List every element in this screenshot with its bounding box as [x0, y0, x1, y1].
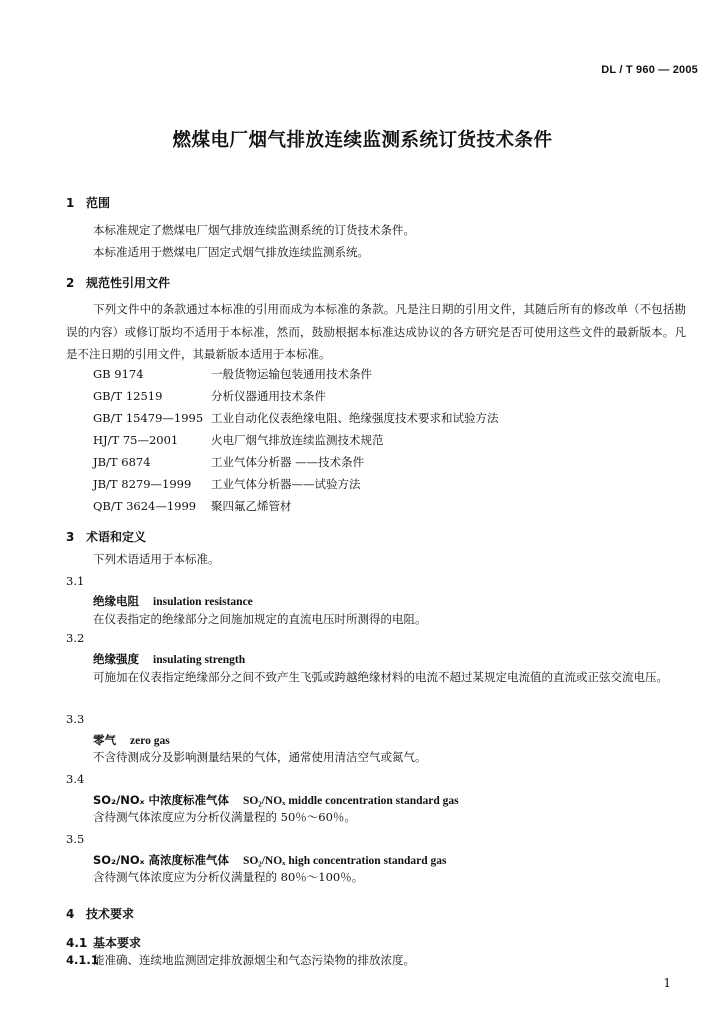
term-number: 3.5	[66, 832, 85, 846]
term-heading: SO₂/NOₓ 高浓度标准气体 SO₂/NOₓ high concentration standard gas	[93, 853, 447, 867]
section-title: 术语和定义	[86, 530, 147, 544]
section-4-heading	[66, 905, 134, 922]
section-number: 2	[66, 276, 75, 290]
term-heading: 零气 zero gas	[93, 733, 170, 747]
clause-4-1-1: 4.1.1能准确、连续地监测固定排放源烟尘和气态污染物的排放浓度。	[66, 953, 415, 967]
reference-item: GB 9174 一般货物运输包装通用技术条件	[93, 367, 372, 381]
reference-item: JB/T 6874 工业气体分析器 ——技术条件	[93, 455, 365, 469]
term-number: 3.3	[66, 712, 85, 726]
section-number: 4	[66, 907, 75, 921]
document-title: 燃煤电厂烟气排放连续监测系统订货技术条件	[172, 130, 553, 151]
term-definition: 含待测气体浓度应为分析仪满量程的 80％～100％。	[93, 870, 364, 884]
page-number: 1	[663, 976, 671, 990]
subsection-4-1-heading: 4.1 基本要求	[66, 936, 142, 950]
reference-item: GB/T 15479—1995 工业自动化仪表绝缘电阻、绝缘强度技术要求和试验方法	[93, 411, 499, 425]
terms-intro: 下列术语适用于本标准。	[93, 552, 220, 566]
term-heading: 绝缘强度 insulating strength	[93, 652, 246, 666]
term-heading: 绝缘电阻 insulation resistance	[93, 594, 253, 608]
section-title: 规范性引用文件	[86, 276, 171, 290]
term-definition: 含待测气体浓度应为分析仪满量程的 50％～60％。	[93, 810, 356, 824]
term-definition: 可施加在仪表指定绝缘部分之间不致产生飞弧或跨越绝缘材料的电流不超过某规定电流值的直流或正弦交流电压。	[93, 670, 668, 684]
section-number: 1	[66, 196, 75, 210]
reference-item: GB/T 12519 分析仪器通用技术条件	[93, 389, 326, 403]
section-title: 范围	[86, 196, 111, 210]
section-3-heading	[66, 528, 146, 545]
term-number: 3.4	[66, 772, 85, 786]
reference-item: QB/T 3624—1999 聚四氟乙烯管材	[93, 499, 292, 513]
reference-item: HJ/T 75—2001 火电厂烟气排放连续监测技术规范	[93, 433, 384, 447]
section-number: 3	[66, 530, 75, 544]
reference-item: JB/T 8279—1999 工业气体分析器——试验方法	[93, 477, 361, 491]
term-number: 3.2	[66, 631, 85, 645]
term-definition: 不含待测成分及影响测量结果的气体，通常使用清洁空气或氮气。	[93, 750, 427, 764]
section-1-heading	[66, 194, 110, 211]
term-heading: SO₂/NOₓ 中浓度标准气体 SO₂/NOₓ middle concentration standard gas	[93, 793, 459, 807]
document-code-header: DL / T 960 — 2005	[601, 64, 698, 76]
term-definition: 在仪表指定的绝缘部分之间施加规定的直流电压时所测得的电阻。	[93, 612, 427, 626]
section-title: 技术要求	[86, 907, 135, 921]
term-number: 3.1	[66, 574, 85, 588]
section-2-heading	[66, 274, 170, 291]
normative-references-intro: 下列文件中的条款通过本标准的引用而成为本标准的条款。凡是注日期的引用文件，其随后所有的修改单（不包括勘误的内容）或修订版均不适用于本标准，然而，鼓励根据本标准达成协议的各方研究是否可使用这些文件的最新版本。凡是不注日期的引用文件，其最新版本适用于本标准。	[66, 302, 686, 361]
scope-paragraph-2: 本标准适用于燃煤电厂固定式烟气排放连续监测系统。	[93, 245, 369, 259]
scope-paragraph-1: 本标准规定了燃煤电厂烟气排放连续监测系统的订货技术条件。	[93, 223, 415, 237]
